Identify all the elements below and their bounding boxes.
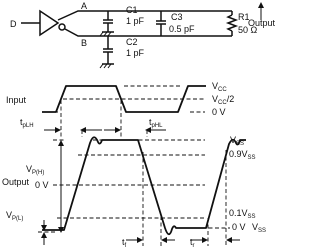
tplh-label: $t_{pLH}$ — [20, 117, 34, 129]
output-waveform-section — [2, 135, 266, 249]
v09-label: $0.9V_{SS}$ — [229, 149, 256, 161]
vss-right-label: $V_{SS}$ — [252, 222, 267, 234]
c3-name: C3 — [171, 12, 183, 22]
zero-v-output-label: 0 V — [35, 180, 49, 190]
wire-b — [65, 29, 108, 36]
c2-value: 1 pF — [126, 48, 145, 58]
resistor-r1 — [228, 11, 236, 36]
c1-name: C1 — [126, 5, 138, 15]
c3-value: 0.5 pF — [169, 24, 195, 34]
circuit-output-label: Output — [248, 18, 276, 28]
tf-label: $t_f$ — [122, 237, 127, 249]
node-d-label: D — [10, 19, 17, 29]
c2-name: C2 — [126, 37, 138, 47]
vph-label: $V_{P(H)}$ — [26, 164, 45, 176]
node-a-label: A — [81, 1, 88, 11]
tr-label: $t_r$ — [190, 237, 195, 249]
output-arrow-head — [258, 2, 264, 8]
propagation-delays — [20, 100, 166, 137]
output-label: Output — [2, 177, 30, 187]
input-label: Input — [6, 95, 27, 105]
vcc-label: $V_{CC}$ — [212, 81, 227, 93]
zero-v-right-label: 0 V — [232, 222, 246, 232]
inversion-bubble — [59, 24, 65, 30]
buffer-symbol — [40, 11, 58, 35]
wire-a — [58, 11, 232, 20]
zero-v-input-label: 0 V — [212, 107, 226, 117]
capacitor-c2 — [100, 36, 114, 68]
v01-label: $0.1V_{SS}$ — [229, 208, 256, 220]
output-waveform — [42, 137, 246, 234]
c1-value: 1 pF — [126, 16, 145, 26]
r1-value: 50 Ω — [238, 25, 258, 35]
tphl-label: $t_{pHL}$ — [149, 117, 163, 129]
vpl-label: $V_{P(L)}$ — [6, 210, 24, 222]
vss-label: $V_{SS}$ — [230, 135, 245, 147]
node-b-label: B — [81, 38, 88, 48]
capacitor-c1 — [100, 11, 114, 36]
test-circuit — [10, 1, 276, 68]
ground-c2 — [100, 64, 114, 68]
vcc-half-label: $V_{CC}/2$ — [212, 94, 235, 106]
r1-name: R1 — [238, 12, 250, 22]
input-waveform-section — [6, 81, 234, 117]
